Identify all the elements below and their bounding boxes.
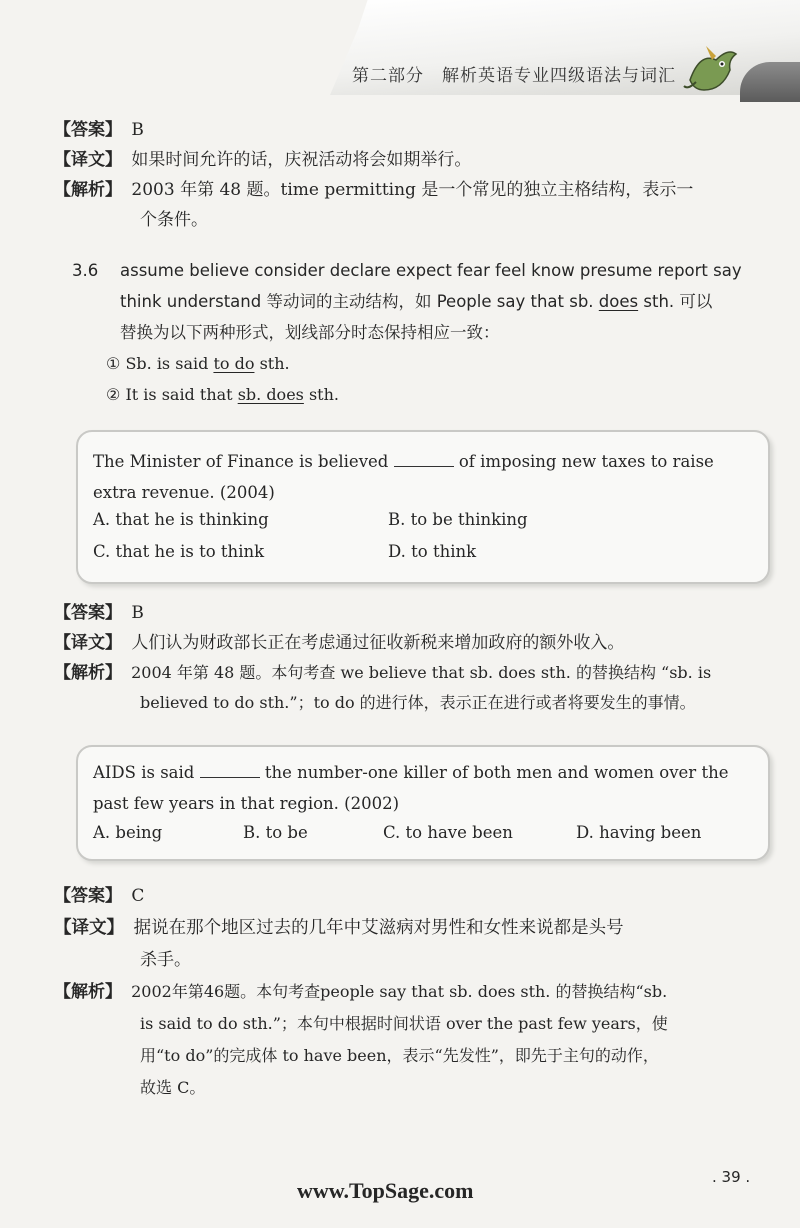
question-1-line-1 bbox=[93, 446, 753, 477]
example-2-end: sth. bbox=[308, 385, 339, 404]
answer-value: B bbox=[131, 120, 144, 140]
example-1-underlined: to do bbox=[213, 354, 255, 373]
translation-text: 如果时间允许的话，庆祝活动将会如期举行。 bbox=[131, 150, 472, 170]
analysis-text: 2002年第46题。本句考查people say that sb. does sth. 的替换结构“sb. bbox=[131, 982, 668, 1001]
analysis-text-cont: believed to do sth.”；to do 的进行体，表示正在进行或者将要发生的事情。 bbox=[140, 693, 696, 712]
analysis-text-cont-1: is said to do sth.”；本句中根据时间状语 over the past few years，使 bbox=[140, 1014, 668, 1033]
page-number: . 39 . bbox=[712, 1168, 751, 1186]
section-line-2-end: sth. 可以 bbox=[643, 292, 713, 311]
example-1-end: sth. bbox=[259, 354, 290, 373]
option-d: D. to think bbox=[388, 542, 477, 561]
answer-block-3 bbox=[54, 880, 764, 1104]
analysis-tag: 【 解析 】 bbox=[54, 663, 122, 683]
section-line-1: assume believe consider declare expect fear feel know presume report say bbox=[120, 261, 742, 280]
translation-tag: 【 译文 】 bbox=[54, 633, 122, 653]
underlined-does: does bbox=[598, 292, 639, 311]
example-2-underlined: sb. does bbox=[237, 385, 304, 404]
answer-value: B bbox=[131, 603, 144, 623]
question-2-text-cont: the number-one killer of both men and women over the bbox=[264, 763, 729, 782]
answer-block-1 bbox=[54, 115, 754, 235]
analysis-text: 2003 年第 48 题。time permitting 是一个常见的独立主格结构，表示一 bbox=[131, 180, 694, 200]
question-1-line-2: extra revenue. (2004) bbox=[93, 483, 275, 502]
option-a: A. that he is thinking bbox=[93, 510, 269, 529]
question-1-text-cont: of imposing new taxes to raise bbox=[458, 452, 714, 471]
example-2-number: ② bbox=[106, 385, 121, 404]
translation-text: 人们认为财政部长正在考虑通过征收新税来增加政府的额外收入。 bbox=[131, 633, 625, 653]
translation-text: 据说在那个地区过去的几年中艾滋病对男性和女性来说都是头号 bbox=[133, 918, 624, 938]
answer-value: C bbox=[131, 886, 145, 906]
option-c: C. to have been bbox=[383, 823, 513, 842]
analysis-text-cont: 个条件。 bbox=[140, 210, 208, 230]
analysis-text-cont-2: 用“to do”的完成体 to have been，表示“先发性”，即先于主句的动作， bbox=[140, 1046, 659, 1065]
answer-tag: 【 答案 】 bbox=[54, 886, 122, 906]
answer-blank bbox=[200, 761, 260, 778]
question-2-line-2: past few years in that region. (2002) bbox=[93, 794, 400, 813]
question-2-line-1 bbox=[93, 757, 753, 788]
translation-tag: 【 译文 】 bbox=[54, 918, 124, 938]
translation-tag: 【 译文 】 bbox=[54, 150, 122, 170]
question-box-1 bbox=[76, 430, 770, 584]
question-box-2 bbox=[76, 745, 770, 861]
example-1-number: ① bbox=[106, 354, 121, 373]
question-1-text: The Minister of Finance is believed bbox=[93, 452, 389, 471]
answer-tag: 【 答案 】 bbox=[54, 603, 122, 623]
rule-section-3-6 bbox=[72, 255, 762, 348]
analysis-text: 2004 年第 48 题。本句考查 we believe that sb. does sth. 的替换结构 “sb. is bbox=[131, 663, 712, 682]
example-1-text: Sb. is said bbox=[125, 354, 209, 373]
dragon-mascot-icon bbox=[682, 40, 740, 98]
running-header: 第二部分 解析英语专业四级语法与词汇 bbox=[352, 66, 676, 86]
section-number: 3.6 bbox=[72, 261, 99, 280]
answer-tag: 【 答案 】 bbox=[54, 120, 122, 140]
analysis-tag: 【 解析 】 bbox=[54, 180, 122, 200]
example-2 bbox=[106, 385, 339, 404]
question-2-text: AIDS is said bbox=[93, 763, 195, 782]
website-link[interactable]: www.TopSage.com bbox=[297, 1178, 474, 1203]
option-c: C. that he is to think bbox=[93, 542, 265, 561]
answer-block-2 bbox=[54, 598, 764, 718]
option-a: A. being bbox=[93, 823, 163, 842]
option-b: B. to be thinking bbox=[388, 510, 528, 529]
example-1 bbox=[106, 354, 290, 373]
option-b: B. to be bbox=[243, 823, 308, 842]
section-line-2: think understand 等动词的主动结构，如 People say that sb. bbox=[120, 292, 594, 311]
analysis-text-cont-3: 故选 C。 bbox=[140, 1078, 206, 1097]
translation-text-cont: 杀手。 bbox=[140, 950, 191, 970]
analysis-tag: 【 解析 】 bbox=[54, 982, 122, 1002]
section-line-3: 替换为以下两种形式，划线部分时态保持相应一致： bbox=[120, 323, 500, 342]
answer-blank bbox=[394, 450, 454, 467]
option-d: D. having been bbox=[576, 823, 702, 842]
example-2-text: It is said that bbox=[125, 385, 233, 404]
